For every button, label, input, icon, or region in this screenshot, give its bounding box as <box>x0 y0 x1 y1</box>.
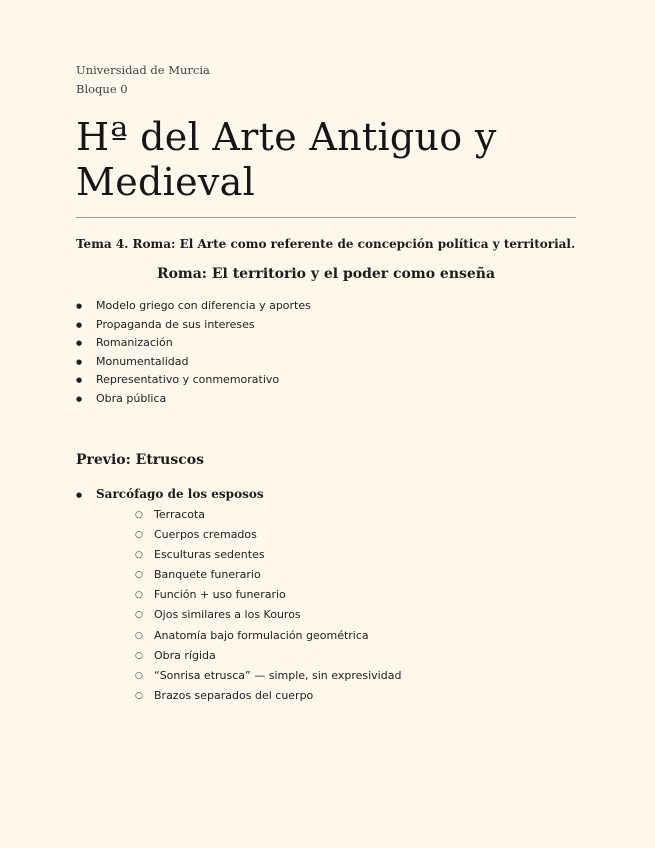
topic-heading: Tema 4. Roma: El Arte como referente de concepción política y territorial. <box>76 237 576 251</box>
title-divider <box>76 217 576 218</box>
sarcofago-sub-list <box>154 505 401 706</box>
sub-list-item: ○ Terracota <box>154 505 401 525</box>
sub-list-item: ○ Ojos similares a los Kouros <box>154 605 401 625</box>
list-item: ● Monumentalidad <box>96 353 311 372</box>
list-item-sarcofago: ● Sarcófago de los esposos <box>96 485 264 503</box>
block-label: Bloque 0 <box>76 82 128 96</box>
sub-list-item: ○ Esculturas sedentes <box>154 545 401 565</box>
list-item: ● Obra pública <box>96 390 311 409</box>
roma-bullet-list <box>96 297 311 409</box>
list-item: ● Romanización <box>96 334 311 353</box>
title-line-2: Medieval <box>76 160 256 204</box>
etruscos-bullet-list <box>96 485 264 503</box>
section-heading-etruscos: Previo: Etruscos <box>76 452 204 468</box>
sub-list-item: ○ Anatomía bajo formulación geométrica <box>154 626 401 646</box>
sub-list-item: ○ “Sonrisa etrusca” — simple, sin expresividad <box>154 666 401 686</box>
sub-list-item: ○ Obra rígida <box>154 646 401 666</box>
document-title <box>76 115 497 205</box>
sub-list-item: ○ Función + uso funerario <box>154 585 401 605</box>
list-item: ● Propaganda de sus intereses <box>96 316 311 335</box>
section-heading-roma: Roma: El territorio y el poder como enseña <box>156 266 496 282</box>
list-item: ● Representativo y conmemorativo <box>96 371 311 390</box>
sub-list-item: ○ Banquete funerario <box>154 565 401 585</box>
title-line-1: Hª del Arte Antiguo y <box>76 115 497 159</box>
sub-list-item: ○ Brazos separados del cuerpo <box>154 686 401 706</box>
sub-list-item: ○ Cuerpos cremados <box>154 525 401 545</box>
document-header <box>76 61 210 99</box>
list-item: ● Modelo griego con diferencia y aportes <box>96 297 311 316</box>
organization-name: Universidad de Murcia <box>76 63 210 77</box>
